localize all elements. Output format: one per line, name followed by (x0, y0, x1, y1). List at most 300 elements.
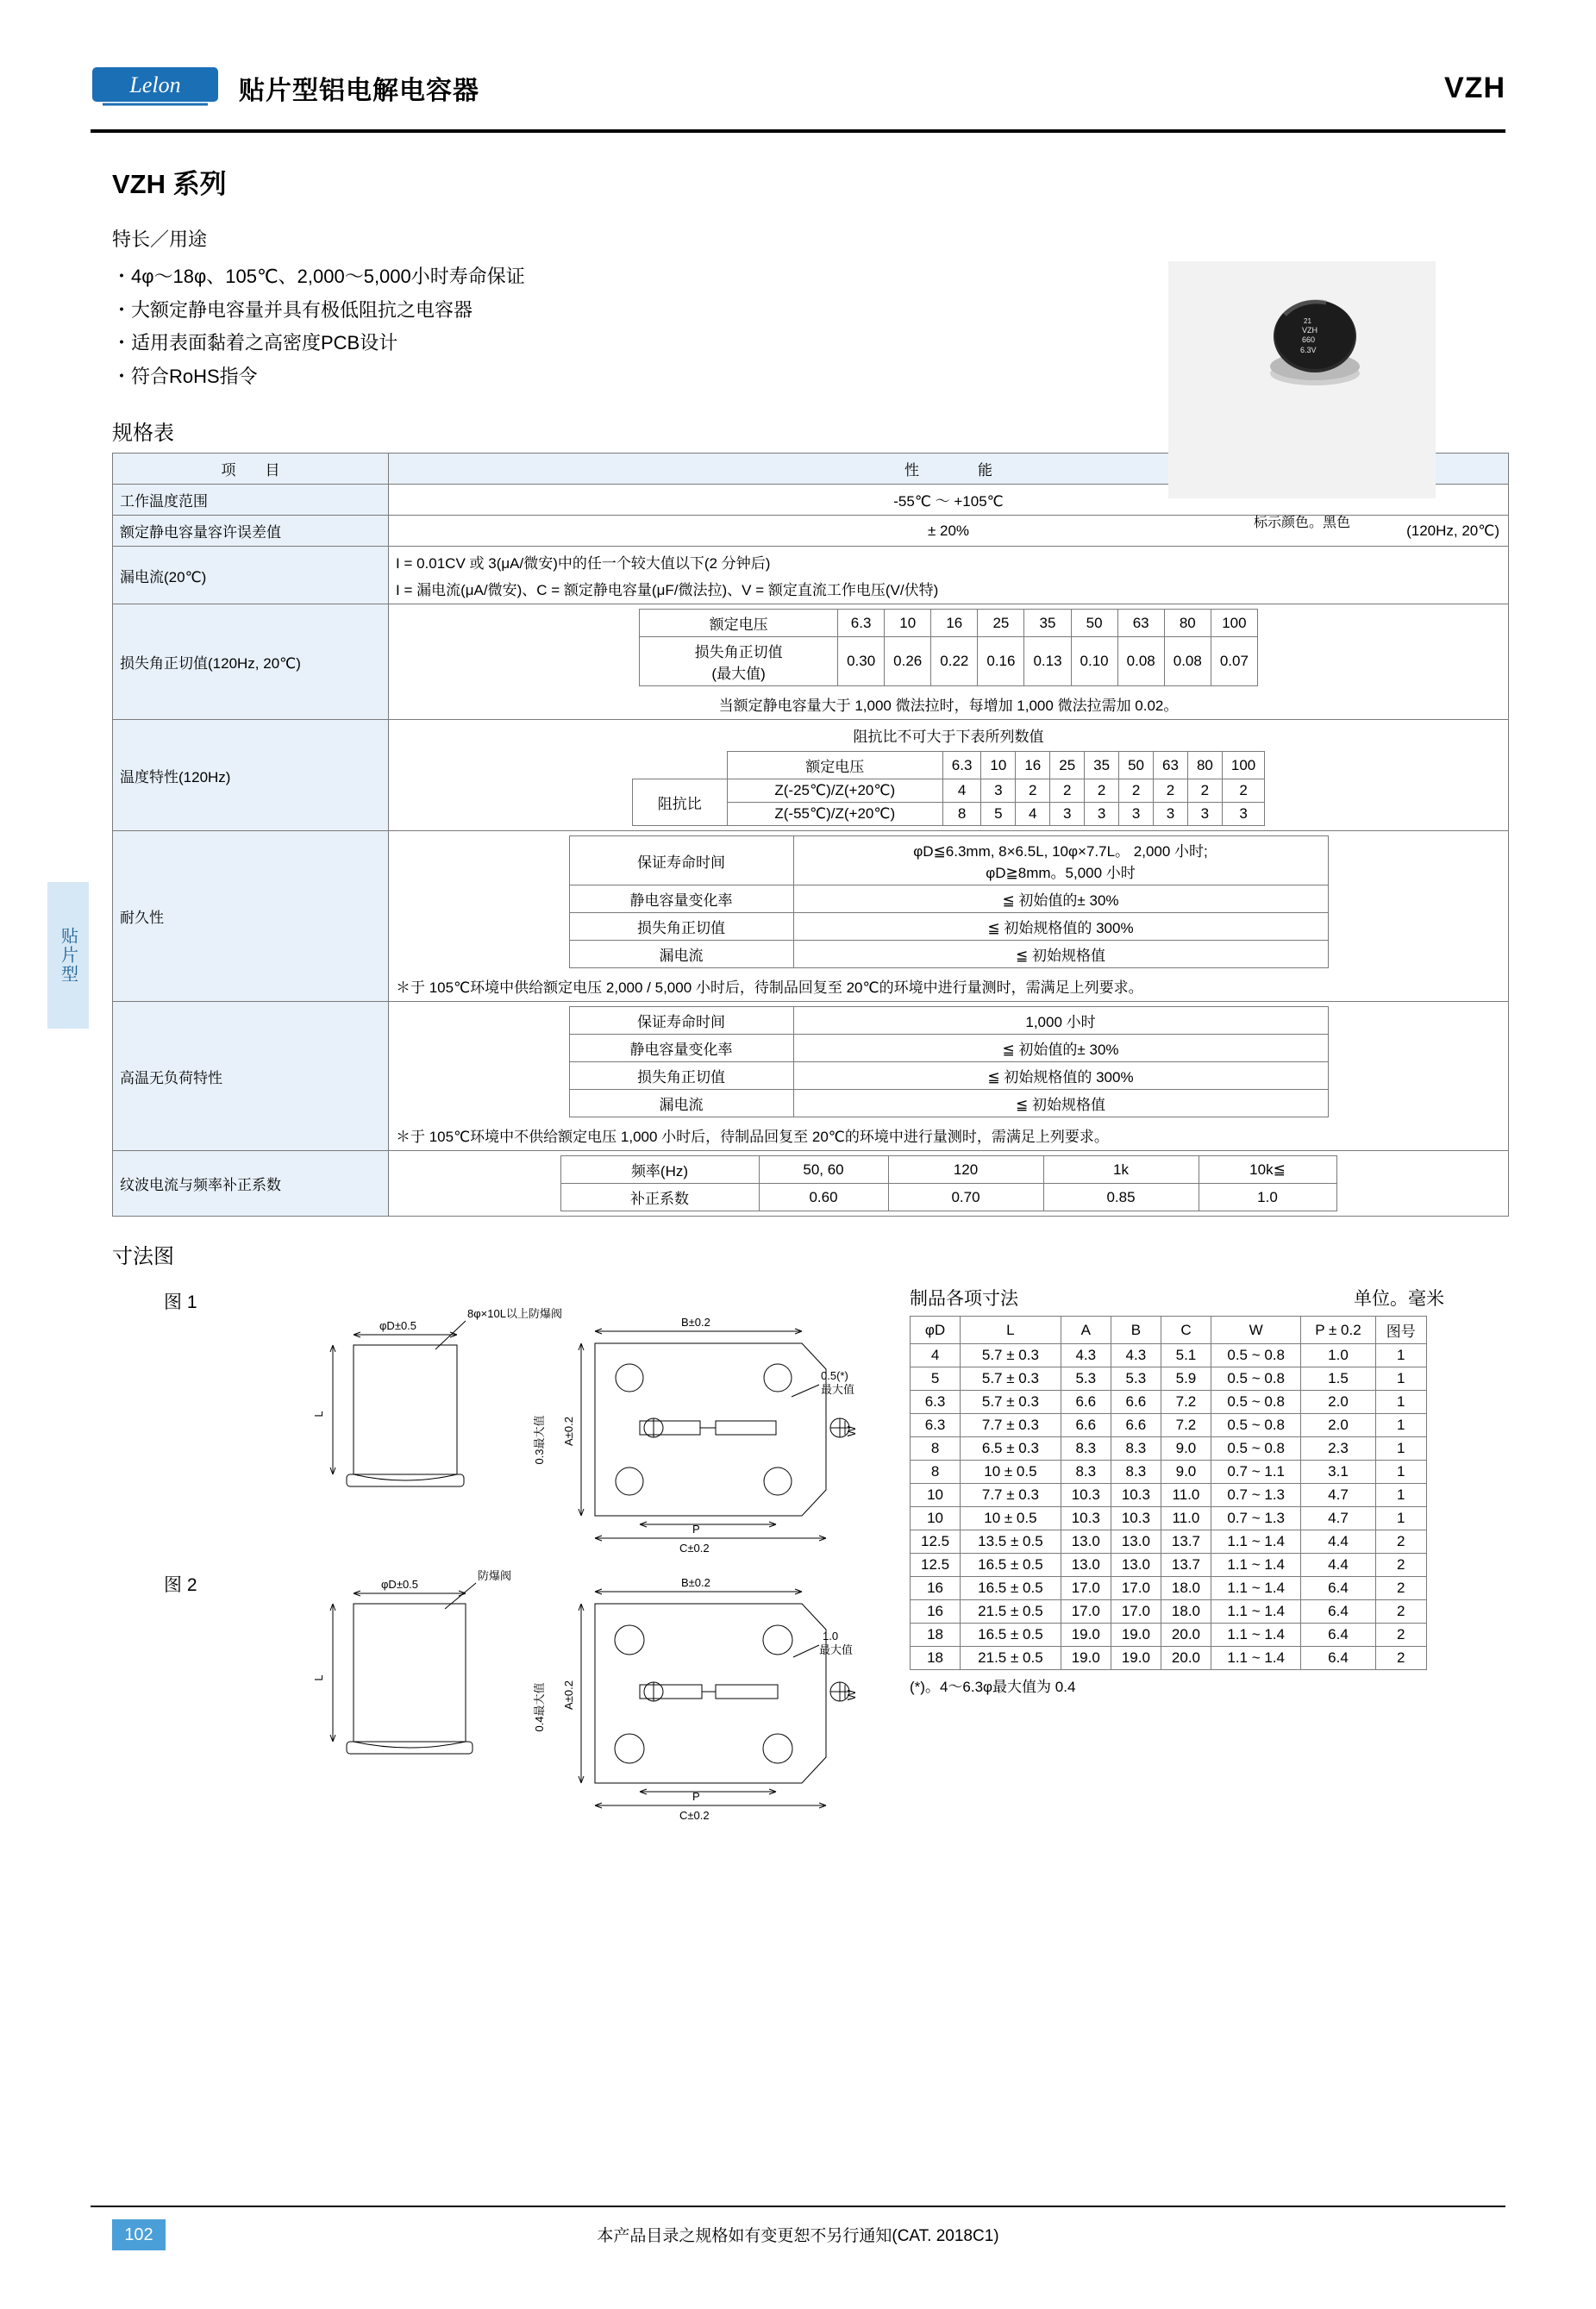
tan-value: 0.16 (978, 637, 1024, 686)
dim-cell: 9.0 (1161, 1461, 1211, 1484)
dimension-table (910, 1316, 1427, 1670)
dim-cell: 4.7 (1301, 1507, 1375, 1530)
table-row (911, 1577, 1427, 1600)
table-row (632, 752, 1264, 779)
svg-text:L: L (312, 1411, 325, 1417)
dim-cell: 0.5 ~ 0.8 (1211, 1344, 1301, 1367)
tan-value: 0.13 (1024, 637, 1071, 686)
table-row (911, 1437, 1427, 1461)
endurance-life-line2: φD≧8mm。5,000 小时 (986, 865, 1136, 881)
ripple-freq: 10k≦ (1199, 1156, 1336, 1184)
tan-value: 0.08 (1164, 637, 1211, 686)
shelf-key: 损失角正切值 (569, 1062, 793, 1090)
dim-cell: 0.7 ~ 1.3 (1211, 1507, 1301, 1530)
svg-text:0.4最大值: 0.4最大值 (533, 1682, 546, 1732)
dim-cell: 1 (1375, 1437, 1426, 1461)
dim-cell: 5 (911, 1367, 961, 1391)
page-header (91, 50, 1505, 126)
tan-voltage: 16 (931, 610, 978, 637)
imp-r2: 3 (1187, 803, 1222, 826)
row-label-temp-char: 温度特性(120Hz) (113, 720, 389, 831)
ripple-coef-label: 补正系数 (560, 1184, 759, 1211)
row-value-leakage (389, 547, 1509, 604)
dim-cell: 0.7 ~ 1.1 (1211, 1461, 1301, 1484)
table-row (911, 1484, 1427, 1507)
cap-tol-condition: (120Hz, 20℃) (1406, 522, 1499, 539)
imp-r2: 3 (1154, 803, 1188, 826)
dim-cell: 6.3 (911, 1414, 961, 1437)
row-value-ripple (389, 1151, 1509, 1217)
lelon-logo (91, 64, 220, 112)
row-value-tan (389, 604, 1509, 720)
table-row (113, 831, 1509, 1002)
shelf-value: ≦ 初始规格值 (793, 1090, 1328, 1117)
endurance-key: 静电容量变化率 (569, 885, 793, 913)
table-row (911, 1391, 1427, 1414)
table-row (569, 836, 1328, 885)
feature-item: ・4φ～18φ、105℃、2,000～5,000小时寿命保证 (112, 266, 525, 287)
svg-text:A±0.2: A±0.2 (562, 1417, 575, 1446)
dim-cell: 4.3 (1061, 1344, 1111, 1367)
svg-text:VZH: VZH (1302, 326, 1317, 335)
imp-r2-label: Z(-55℃)/Z(+20℃) (727, 803, 942, 826)
svg-text:6.3V: 6.3V (1300, 346, 1317, 354)
dim-cell: 8 (911, 1437, 961, 1461)
dim-cell: 8.3 (1061, 1437, 1111, 1461)
dim-cell: 2 (1375, 1600, 1426, 1624)
dim-cell: 10 (911, 1507, 961, 1530)
dim-col: W (1211, 1317, 1301, 1344)
dim-cell: 6.6 (1061, 1391, 1111, 1414)
dim-cell: 13.0 (1061, 1554, 1111, 1577)
dim-cell: 1.1 ~ 1.4 (1211, 1600, 1301, 1624)
dim-cell: 19.0 (1111, 1647, 1161, 1670)
dim-cell: 6.4 (1301, 1624, 1375, 1647)
dim-cell: 16 (911, 1577, 961, 1600)
shelf-note: ＊于 105℃环境中不供给额定电压 1,000 小时后，待制品回复至 20℃的环境中进行量测时，需满足上列要求。 (396, 1129, 1109, 1145)
dim-cell: 7.7 ± 0.3 (961, 1414, 1061, 1437)
table-row (911, 1554, 1427, 1577)
ripple-table (560, 1155, 1337, 1211)
shelf-value: ≦ 初始规格值的 300% (793, 1062, 1328, 1090)
table-row (569, 1062, 1328, 1090)
spec-table-wrap (112, 453, 1505, 1217)
table-row (911, 1461, 1427, 1484)
row-label-ripple: 纹波电流与频率补正系数 (113, 1151, 389, 1217)
dimensions-heading: 寸法图 (112, 1245, 174, 1268)
svg-text:660: 660 (1302, 335, 1316, 344)
svg-text:最大值: 最大值 (821, 1383, 855, 1396)
table-row (113, 604, 1509, 720)
dim-cell: 7.2 (1161, 1391, 1211, 1414)
tan-voltage: 35 (1024, 610, 1071, 637)
svg-text:A±0.2: A±0.2 (562, 1680, 575, 1710)
dim-cell: 5.7 ± 0.3 (961, 1391, 1061, 1414)
table-row (113, 1002, 1509, 1151)
imp-r2: 5 (981, 803, 1016, 826)
imp-r1: 4 (942, 779, 981, 803)
dim-col: L (961, 1317, 1061, 1344)
dim-col: P ± 0.2 (1301, 1317, 1375, 1344)
tan-value: 0.26 (885, 637, 931, 686)
ripple-freq-label: 频率(Hz) (560, 1156, 759, 1184)
ripple-freq: 120 (888, 1156, 1043, 1184)
table-row (632, 803, 1264, 826)
endurance-value: ≦ 初始规格值 (793, 941, 1328, 968)
dim-cell: 17.0 (1111, 1577, 1161, 1600)
table-row (113, 720, 1509, 831)
svg-text:P: P (692, 1523, 700, 1536)
dim-cell: 2 (1375, 1577, 1426, 1600)
dim-cell: 4.7 (1301, 1484, 1375, 1507)
imp-r2: 3 (1085, 803, 1119, 826)
page-footer (0, 2206, 1596, 2259)
figure-1-drawing (250, 1302, 871, 1561)
svg-text:φD±0.5: φD±0.5 (379, 1319, 417, 1332)
tan-label-line2: (最大值) (711, 666, 766, 682)
tan-row-label-value (640, 637, 838, 686)
dim-cell: 2.0 (1301, 1391, 1375, 1414)
tan-value: 0.30 (838, 637, 885, 686)
endurance-table (569, 835, 1329, 968)
tan-voltage: 50 (1071, 610, 1117, 637)
svg-text:1.0: 1.0 (823, 1630, 839, 1643)
ripple-coef: 0.85 (1043, 1184, 1199, 1211)
dim-cell: 3.1 (1301, 1461, 1375, 1484)
svg-text:0.3最大值: 0.3最大值 (533, 1415, 546, 1465)
dim-cell: 4.3 (1111, 1344, 1161, 1367)
dim-cell: 1 (1375, 1344, 1426, 1367)
spec-heading: 规格表 (112, 422, 174, 445)
row-value-endurance (389, 831, 1509, 1002)
dim-cell: 0.7 ~ 1.3 (1211, 1484, 1301, 1507)
dim-cell: 6.5 ± 0.3 (961, 1437, 1061, 1461)
ripple-freq: 1k (1043, 1156, 1199, 1184)
imp-r1: 2 (1050, 779, 1085, 803)
table-row (911, 1414, 1427, 1437)
dim-cell: 12.5 (911, 1530, 961, 1554)
dim-cell: 1 (1375, 1391, 1426, 1414)
side-tab (47, 882, 89, 1029)
row-label-shelf: 高温无负荷特性 (113, 1002, 389, 1151)
dim-cell: 1.0 (1301, 1344, 1375, 1367)
imp-voltage: 25 (1050, 752, 1085, 779)
dim-cell: 2 (1375, 1624, 1426, 1647)
dim-cell: 0.5 ~ 0.8 (1211, 1437, 1301, 1461)
dim-cell: 13.0 (1061, 1530, 1111, 1554)
dim-cell: 16 (911, 1600, 961, 1624)
row-label-leakage: 漏电流(20℃) (113, 547, 389, 604)
endurance-life-line1: φD≦6.3mm, 8×6.5L, 10φ×7.7L。 2,000 小时; (913, 843, 1208, 860)
dim-cell: 18.0 (1161, 1600, 1211, 1624)
dim-cell: 10.3 (1061, 1507, 1111, 1530)
dim-cell: 8.3 (1111, 1461, 1161, 1484)
feature-item: ・适用表面黏着之高密度PCB设计 (112, 332, 398, 354)
figure-2-drawing (250, 1569, 871, 1819)
dim-cell: 13.5 ± 0.5 (961, 1530, 1061, 1554)
dim-cell: 1 (1375, 1484, 1426, 1507)
table-row (911, 1367, 1427, 1391)
svg-text:Lelon: Lelon (129, 72, 181, 97)
imp-side-label: 阻抗比 (632, 779, 727, 826)
tan-label-line1: 损失角正切值 (694, 644, 783, 660)
table-row (632, 779, 1264, 803)
svg-text:防爆阀: 防爆阀 (478, 1569, 512, 1582)
features-heading: 特长／用途 (112, 228, 208, 250)
impedance-table (632, 751, 1265, 826)
dim-cell: 7.7 ± 0.3 (961, 1484, 1061, 1507)
svg-text:L: L (312, 1674, 325, 1681)
dim-cell: 5.7 ± 0.3 (961, 1367, 1061, 1391)
table-row (911, 1344, 1427, 1367)
tan-value: 0.10 (1071, 637, 1117, 686)
leakage-line-2: I = 漏电流(μA/微安)、C = 额定静电容量(μF/微法拉)、V = 额定直流工作电压(V/伏特) (396, 582, 939, 598)
imp-voltage: 35 (1085, 752, 1119, 779)
footer-note: 本产品目录之规格如有变更恕不另行通知(CAT. 2018C1) (597, 2227, 999, 2245)
capacitor-image (1259, 297, 1371, 392)
dim-cell: 1.1 ~ 1.4 (1211, 1530, 1301, 1554)
dim-cell: 5.1 (1161, 1344, 1211, 1367)
dim-cell: 2 (1375, 1530, 1426, 1554)
dim-cell: 5.3 (1111, 1367, 1161, 1391)
dim-cell: 20.0 (1161, 1647, 1211, 1670)
table-row (113, 547, 1509, 604)
imp-voltage: 6.3 (942, 752, 981, 779)
dim-cell: 4.4 (1301, 1554, 1375, 1577)
shelf-value: ≦ 初始值的± 30% (793, 1035, 1328, 1062)
dim-cell: 6.4 (1301, 1600, 1375, 1624)
dim-cell: 19.0 (1111, 1624, 1161, 1647)
dim-cell: 1.5 (1301, 1367, 1375, 1391)
dim-cell: 1 (1375, 1507, 1426, 1530)
header-series: VZH (1444, 71, 1505, 104)
dim-cell: 1.1 ~ 1.4 (1211, 1624, 1301, 1647)
tan-voltage: 63 (1117, 610, 1164, 637)
table-row (640, 637, 1258, 686)
svg-text:φD±0.5: φD±0.5 (381, 1578, 419, 1591)
dim-cell: 18.0 (1161, 1577, 1211, 1600)
table-row (569, 913, 1328, 941)
endurance-value: ≦ 初始值的± 30% (793, 885, 1328, 913)
table-row (560, 1156, 1336, 1184)
dim-cell: 17.0 (1061, 1600, 1111, 1624)
imp-r1: 2 (1119, 779, 1154, 803)
dim-cell: 5.7 ± 0.3 (961, 1344, 1061, 1367)
imp-voltage: 16 (1016, 752, 1050, 779)
table-row (569, 885, 1328, 913)
endurance-value (793, 836, 1328, 885)
dim-cell: 8.3 (1061, 1461, 1111, 1484)
shelf-key: 静电容量变化率 (569, 1035, 793, 1062)
row-label-tan: 损失角正切值(120Hz, 20℃) (113, 604, 389, 720)
dim-cell: 13.0 (1111, 1554, 1161, 1577)
endurance-value: ≦ 初始规格值的 300% (793, 913, 1328, 941)
dim-cell: 13.0 (1111, 1530, 1161, 1554)
ripple-coef: 0.60 (759, 1184, 888, 1211)
svg-text:最大值: 最大值 (819, 1643, 854, 1656)
dimension-table-unit: 单位。毫米 (1354, 1289, 1444, 1309)
tan-value: 0.08 (1117, 637, 1164, 686)
tan-voltage: 80 (1164, 610, 1211, 637)
leakage-line-1: I = 0.01CV 或 3(μA/微安)中的任一个较大值以下(2 分钟后) (396, 555, 771, 572)
tan-value: 0.07 (1211, 637, 1257, 686)
dim-cell: 9.0 (1161, 1437, 1211, 1461)
figure-1-label: 图 1 (164, 1292, 197, 1312)
imp-r1: 2 (1016, 779, 1050, 803)
dim-cell: 13.7 (1161, 1554, 1211, 1577)
dim-cell: 8 (911, 1461, 961, 1484)
dim-cell: 0.5 ~ 0.8 (1211, 1414, 1301, 1437)
table-row (560, 1184, 1336, 1211)
page-number: 102 (112, 2219, 166, 2250)
dim-cell: 5.9 (1161, 1367, 1211, 1391)
dim-cell: 17.0 (1061, 1577, 1111, 1600)
table-row (911, 1647, 1427, 1670)
col-performance: 性 能 (389, 454, 1509, 485)
endurance-key: 漏电流 (569, 941, 793, 968)
dim-cell: 2 (1375, 1647, 1426, 1670)
dim-col: φD (911, 1317, 961, 1344)
shelf-value: 1,000 小时 (793, 1007, 1328, 1035)
svg-text:P: P (692, 1790, 700, 1803)
dim-cell: 4.4 (1301, 1530, 1375, 1554)
dimensions-section (0, 1285, 1596, 1819)
header-divider (91, 129, 1505, 133)
tan-value: 0.22 (931, 637, 978, 686)
product-photo (1168, 261, 1436, 498)
page (0, 50, 1596, 2309)
temp-char-note: 阻抗比不可大于下表所列数值 (853, 729, 1044, 745)
imp-r1: 2 (1085, 779, 1119, 803)
dim-cell: 0.5 ~ 0.8 (1211, 1367, 1301, 1391)
dim-cell: 2.3 (1301, 1437, 1375, 1461)
imp-r1: 2 (1187, 779, 1222, 803)
dim-cell: 4 (911, 1344, 961, 1367)
table-row (911, 1507, 1427, 1530)
dim-cell: 2.0 (1301, 1414, 1375, 1437)
dim-cell: 20.0 (1161, 1624, 1211, 1647)
table-row (569, 941, 1328, 968)
svg-text:8φ×10L以上防爆阀: 8φ×10L以上防爆阀 (467, 1307, 562, 1320)
dim-cell: 13.7 (1161, 1530, 1211, 1554)
row-label-temp-range: 工作温度范围 (113, 485, 389, 516)
dimension-table-note: (*)。4～6.3φ最大值为 0.4 (910, 1679, 1076, 1695)
table-row (569, 1035, 1328, 1062)
table-row (113, 1151, 1509, 1217)
dimension-table-head (910, 1285, 1444, 1311)
dim-cell: 6.6 (1111, 1391, 1161, 1414)
dim-cell: 10 ± 0.5 (961, 1507, 1061, 1530)
table-row (911, 1600, 1427, 1624)
imp-r1: 2 (1154, 779, 1188, 803)
imp-r2: 3 (1222, 803, 1264, 826)
dim-cell: 1.1 ~ 1.4 (1211, 1647, 1301, 1670)
dim-cell: 7.2 (1161, 1414, 1211, 1437)
dim-col: C (1161, 1317, 1211, 1344)
row-value-temp-range: -55℃ ～ +105℃ (389, 485, 1509, 516)
tan-voltage: 10 (885, 610, 931, 637)
row-value-temp-char (389, 720, 1509, 831)
cap-tol-value: ± 20% (927, 522, 970, 539)
dim-cell: 10.3 (1111, 1484, 1161, 1507)
dim-cell: 6.6 (1111, 1414, 1161, 1437)
dim-cell: 1.1 ~ 1.4 (1211, 1554, 1301, 1577)
table-row (640, 610, 1258, 637)
row-label-endurance: 耐久性 (113, 831, 389, 1002)
svg-text:B±0.2: B±0.2 (681, 1576, 710, 1589)
dim-cell: 16.5 ± 0.5 (961, 1577, 1061, 1600)
dim-cell: 6.3 (911, 1391, 961, 1414)
dim-cell: 21.5 ± 0.5 (961, 1600, 1061, 1624)
feature-item: ・符合RoHS指令 (112, 365, 258, 387)
dim-cell: 16.5 ± 0.5 (961, 1554, 1061, 1577)
svg-text:C±0.2: C±0.2 (679, 1542, 710, 1555)
dim-col: 图号 (1375, 1317, 1426, 1344)
shelf-table (569, 1006, 1329, 1117)
dim-cell: 18 (911, 1624, 961, 1647)
imp-r1: 2 (1222, 779, 1264, 803)
table-row (569, 1090, 1328, 1117)
endurance-key: 保证寿命时间 (569, 836, 793, 885)
dim-col: A (1061, 1317, 1111, 1344)
imp-voltage: 10 (981, 752, 1016, 779)
dim-cell: 1 (1375, 1367, 1426, 1391)
dim-cell: 5.3 (1061, 1367, 1111, 1391)
dim-cell: 11.0 (1161, 1484, 1211, 1507)
dim-cell: 6.4 (1301, 1647, 1375, 1670)
imp-r2: 3 (1050, 803, 1085, 826)
ripple-coef: 0.70 (888, 1184, 1043, 1211)
dim-cell: 11.0 (1161, 1507, 1211, 1530)
tan-table (639, 609, 1258, 686)
dim-cell: 12.5 (911, 1554, 961, 1577)
header-title: 贴片型铝电解电容器 (239, 77, 479, 105)
dim-cell: 10 (911, 1484, 961, 1507)
svg-text:B±0.2: B±0.2 (681, 1316, 710, 1329)
dim-col: B (1111, 1317, 1161, 1344)
shelf-key: 保证寿命时间 (569, 1007, 793, 1035)
dim-cell: 19.0 (1061, 1624, 1111, 1647)
figure-2-label: 图 2 (164, 1575, 197, 1595)
dim-cell: 1 (1375, 1461, 1426, 1484)
svg-text:W: W (845, 1689, 858, 1701)
dim-cell: 17.0 (1111, 1600, 1161, 1624)
imp-voltage: 50 (1119, 752, 1154, 779)
svg-text:21: 21 (1304, 317, 1311, 325)
dimension-table-wrap (910, 1285, 1444, 1696)
imp-voltage: 100 (1222, 752, 1264, 779)
photo-caption: 标示颜色。黑色 (1253, 516, 1350, 530)
imp-r1-label: Z(-25℃)/Z(+20℃) (727, 779, 942, 803)
row-label-cap-tol: 额定静电容量容许误差值 (113, 516, 389, 547)
imp-r2: 4 (1016, 803, 1050, 826)
dim-cell: 1 (1375, 1414, 1426, 1437)
side-tab-label: 贴片型 (58, 927, 78, 984)
dim-cell: 8.3 (1111, 1437, 1161, 1461)
table-row (911, 1624, 1427, 1647)
tan-voltage: 25 (978, 610, 1024, 637)
svg-text:0.5(*): 0.5(*) (821, 1369, 848, 1382)
tan-voltage: 6.3 (838, 610, 885, 637)
table-row (911, 1530, 1427, 1554)
dim-cell: 19.0 (1061, 1647, 1111, 1670)
ripple-freq: 50, 60 (759, 1156, 888, 1184)
row-value-shelf (389, 1002, 1509, 1151)
dim-cell: 0.5 ~ 0.8 (1211, 1391, 1301, 1414)
dim-cell: 2 (1375, 1554, 1426, 1577)
dim-cell: 10 ± 0.5 (961, 1461, 1061, 1484)
imp-voltage: 63 (1154, 752, 1188, 779)
